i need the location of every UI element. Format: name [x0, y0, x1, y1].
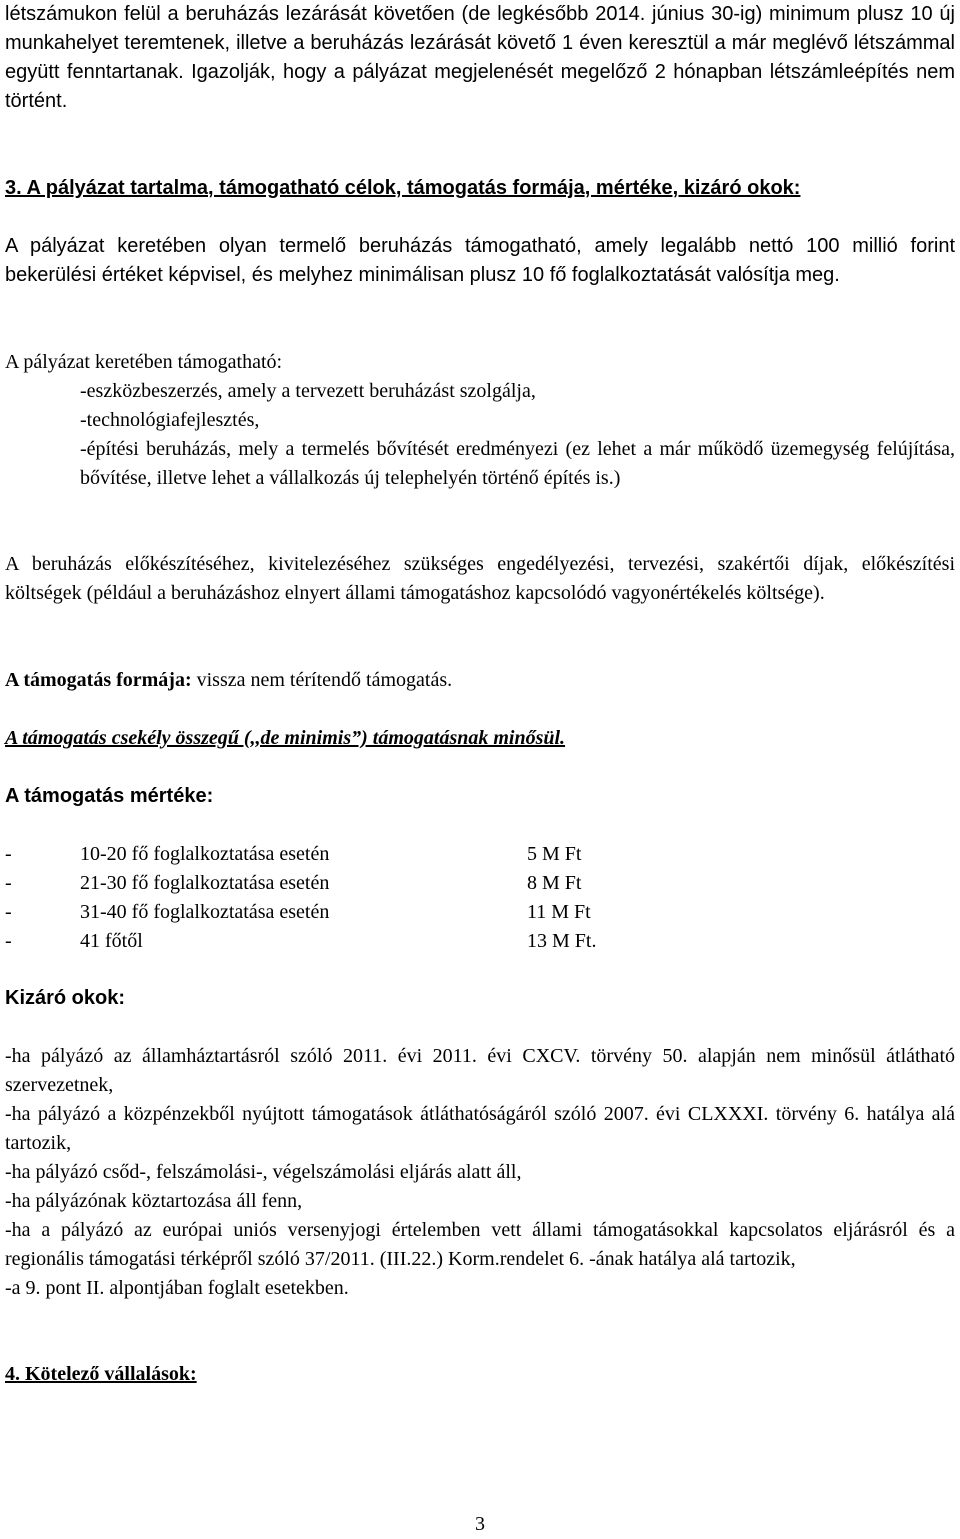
- amount-label: 10-20 fő foglalkoztatása esetén: [80, 843, 330, 865]
- amount-dash: -: [5, 930, 12, 952]
- supportable-intro: A pályázat keretében támogatható:: [5, 351, 283, 373]
- intro-paragraph: létszámukon felül a beruházás lezárását követően (de legkésőbb 2014. június 30-ig) minimum plusz 10 új munkahelyet teremtenek, illetve a beruházás lezárását követő 1 éven keresztül a már meglévő létszámmal együtt fenntartanak. Igazolják, hogy a pályázat megjelenését megelőző 2 hónapban létszámleépítés nem történt.: [5, 3, 955, 112]
- amount-dash: -: [5, 872, 12, 894]
- amount-value: 8 M Ft: [527, 872, 582, 894]
- support-form: [5, 666, 955, 695]
- amount-dash: -: [5, 843, 12, 865]
- amount-label: 31-40 fő foglalkoztatása esetén: [80, 901, 330, 923]
- amount-label: 41 főtől: [80, 930, 143, 952]
- exclusion-item: -ha a pályázó az európai uniós versenyjogi értelemben vett állami támogatásokkal kapcsolatos eljárásról és a regionális támogatási térképről szóló 37/2011. (III.22.) Korm.rendelet 6. -ának hatálya alá tartozik,: [5, 1219, 955, 1270]
- section-4-heading: 4. Kötelező vállalások:: [5, 1363, 197, 1385]
- exclusion-item: -ha pályázó csőd-, felszámolási-, végelszámolási eljárás alatt áll,: [5, 1161, 522, 1183]
- amount-row: [5, 898, 955, 927]
- section-3-paragraph: A pályázat keretében olyan termelő beruházás támogatható, amely legalább nettó 100 millió forint bekerülési értéket képvisel, és melyhez minimálisan plusz 10 fő foglalkoztatását valósítja meg.: [5, 235, 955, 286]
- supportable-item: -technológiafejlesztés,: [80, 409, 260, 431]
- exclusion-item: -ha pályázó az államháztartásról szóló 2011. évi 2011. évi CXCV. törvény 50. alapján nem minősül átlátható szervezetnek,: [5, 1045, 955, 1096]
- supportable-item: -eszközbeszerzés, amely a tervezett beruházást szolgálja,: [80, 380, 536, 402]
- exclusion-item: -ha pályázónak köztartozása áll fenn,: [5, 1190, 303, 1212]
- amount-label: 21-30 fő foglalkoztatása esetén: [80, 872, 330, 894]
- amount-row: [5, 840, 955, 869]
- support-form-label: A támogatás formája:: [5, 669, 192, 691]
- amount-row: [5, 869, 955, 898]
- costs-paragraph: A beruházás előkészítéséhez, kivitelezéséhez szükséges engedélyezési, tervezési, szakértői díjak, előkészítési költségek (például a beruházáshoz elnyert állami támogatáshoz kapcsolódó vagyonértékelés költsége).: [5, 553, 955, 604]
- section-3-heading: 3. A pályázat tartalma, támogatható célok, támogatás formája, mértéke, kizáró okok:: [5, 177, 801, 199]
- support-form-value: vissza nem térítendő támogatás.: [191, 669, 453, 691]
- exclusion-heading: Kizáró okok:: [5, 987, 126, 1009]
- page-number: 3: [475, 1513, 485, 1535]
- supportable-item: -építési beruházás, mely a termelés bővítését eredményezi (ez lehet a már működő üzemegység felújítása, bővítése, illetve lehet a vállalkozás új telephelyén történő építés is.): [80, 438, 955, 489]
- supportable-list: [5, 377, 955, 493]
- amount-dash: -: [5, 901, 12, 923]
- exclusion-list: [5, 1042, 955, 1303]
- exclusion-item: -a 9. pont II. alpontjában foglalt esetekben.: [5, 1277, 349, 1299]
- amount-heading: A támogatás mértéke:: [5, 785, 214, 807]
- amount-value: 11 M Ft: [527, 901, 591, 923]
- amount-table: [5, 840, 955, 956]
- exclusion-item: -ha pályázó a közpénzekből nyújtott támogatások átláthatóságáról szóló 2007. évi CLXXXI. törvény 6. hatálya alá tartozik,: [5, 1103, 955, 1154]
- amount-value: 13 M Ft.: [527, 930, 597, 952]
- de-minimis-statement: A támogatás csekély összegű (,,de minimis”) támogatásnak minősül.: [5, 727, 566, 749]
- amount-row: [5, 927, 955, 956]
- amount-value: 5 M Ft: [527, 843, 582, 865]
